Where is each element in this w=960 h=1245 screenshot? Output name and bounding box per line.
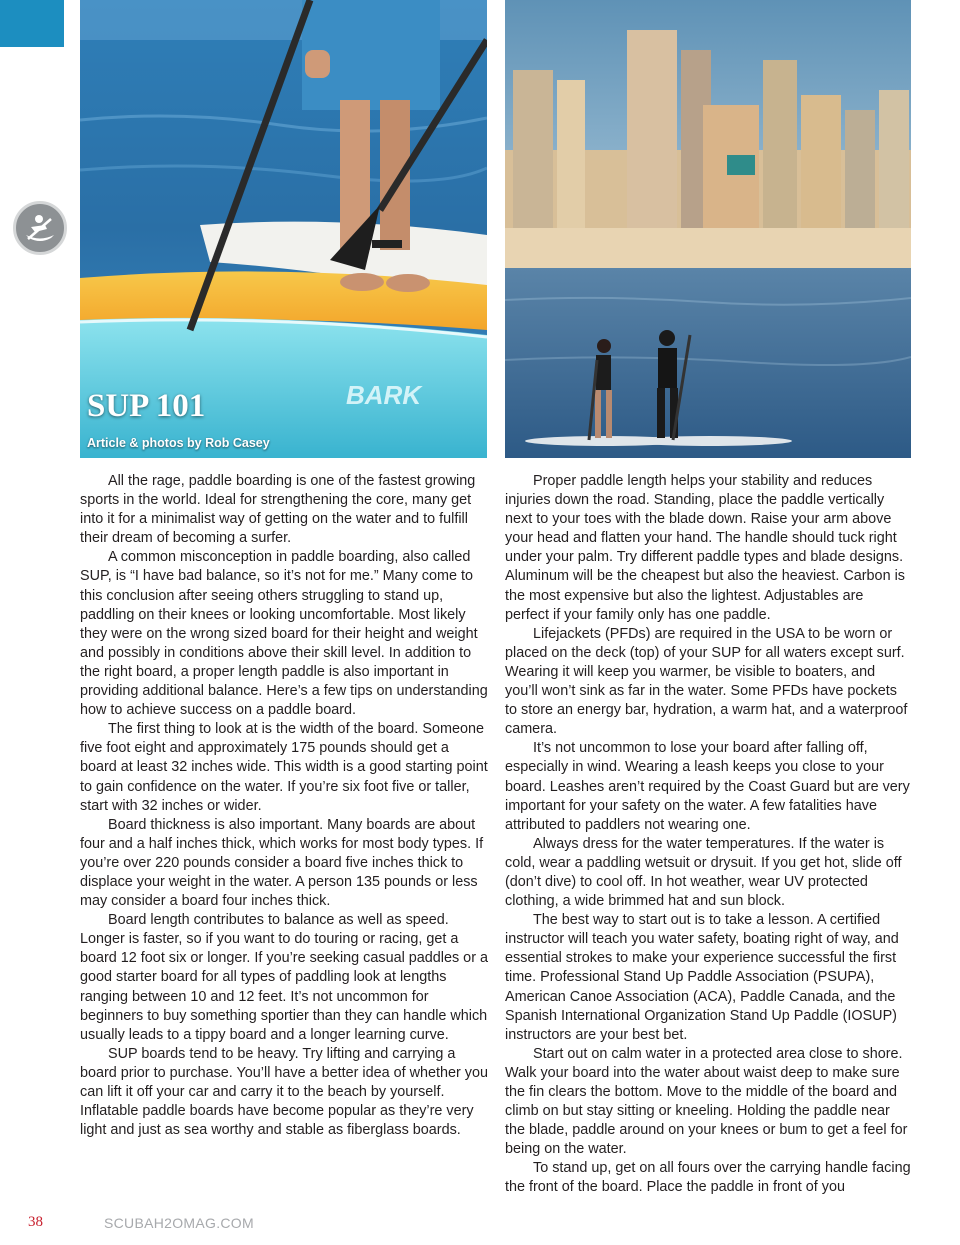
article-column-right	[505, 472, 911, 1198]
body-paragraph: It’s not uncommon to lose your board after falling off, especially in wind. Wearing a leash keeps you close to your board. Leashes aren’t required by the Coast Guard but are very important for your safety on the water. A few fatalities have attributed to paddlers not wearing one.	[505, 740, 910, 833]
paddler-icon	[13, 201, 67, 255]
article-byline: Article & photos by Rob Casey	[87, 436, 270, 450]
body-paragraph: Board thickness is also important. Many boards are about four and a half inches thick, which works for most body types. If you’re over 220 pounds consider a board five inches thick to displace your weight in the water. A person 135 pounds or less may consider a board four inches thick.	[80, 816, 484, 910]
body-paragraph: Board length contributes to balance as well as speed. Longer is faster, so if you want to do touring or racing, get a board 12 foot six or longer. If you’re seeking casual paddles or a good starter board for all types of paddling look at lengths ranging between 10 and 12 feet. It’s not uncommon for beginners to buy something sportier than they can handle which usually leads to a tippy board and a longer learning curve.	[80, 912, 488, 1043]
body-paragraph: A common misconception in paddle boarding, also called SUP, is “I have bad balance, so it’s not for me.” Many come to this conclusion after seeing others struggling to stand up, paddling on their knees or looking uncomfortable. Most likely they were on the wrong sized board for their height and weight and possibly in conditions above their skill level. In addition to the right board, a proper length paddle is also important in providing additional balance. Here’s a few tips on understanding how to achieve success on a paddle board.	[80, 549, 488, 719]
body-paragraph: All the rage, paddle boarding is one of the fastest growing sports in the world. Ideal for strengthening the core, many get into it for a minimalist way of getting on the water and to fulfill their dream of becoming a surfer.	[80, 473, 476, 547]
body-paragraph: Start out on calm water in a protected area close to shore. Walk your board into the water about waist deep to make sure the fin clears the bottom. Move to the middle of the board and climb on but stay sitting or kneeling. Holding the paddle near the blade, paddle around on your knees or bum to get a feel for being on the water.	[505, 1045, 908, 1158]
article-column-left	[80, 472, 488, 1140]
body-paragraph: SUP boards tend to be heavy. Try lifting and carrying a board prior to purchase. You’ll have a better idea of whether you can lift it off your car and carry it to the beach by yourself. Inflatable paddle boards have become popular as they’re very light and just as sea worthy and stable as fiberglass boards.	[80, 1045, 489, 1139]
section-color-tab	[0, 0, 64, 47]
body-paragraph: Always dress for the water temperatures. If the water is cold, wear a paddling wetsuit or drysuit. If you get hot, slide off (don’t dive) to cool off. In hot weather, wear UV protected clothing, a wide brimmed hat and sun block.	[505, 835, 902, 910]
body-paragraph: The first thing to look at is the width of the board. Someone five foot eight and approximately 175 pounds should get a board at least 32 inches wide. This width is a good starting point to gain confidence on the water. If you’re six foot five or taller, start with 32 inches or wider.	[80, 721, 488, 814]
body-paragraph: Lifejackets (PFDs) are required in the USA to be worn or placed on the deck (top) of your SUP for all waters except surf. Wearing it will keep you warmer, be visible to boaters, and you’ll won’t sink as far in the water. Some PFDs have pockets to store an energy bar, hydration, a warm hat, and a waterproof camera.	[505, 625, 908, 738]
body-paragraph: The best way to start out is to take a lesson. A certified instructor will teach you water safety, boating right of way, and essential strokes to make your experience successful the first time. Professional Stand Up Paddle Association (PSUPA), American Canoe Association (ACA), Paddle Canada, and the Spanish International Organization Stand Up Paddle (IOSUP) instructors are your best bet.	[505, 912, 899, 1043]
footer-site-url: SCUBAH2OMAG.COM	[104, 1215, 254, 1231]
page-number: 38	[28, 1214, 43, 1230]
photo-city-skyline-paddlers	[505, 0, 911, 458]
body-paragraph: To stand up, get on all fours over the carrying handle facing the front of the board. Place the paddle in front of you	[505, 1160, 911, 1196]
board-brand-logo: BARK	[346, 380, 422, 410]
article-title: SUP 101	[87, 388, 206, 424]
body-paragraph: Proper paddle length helps your stability and reduces injuries down the road. Standing, place the paddle vertically next to your toes with the blade down. Raise your arm above your head and flatten your hand. The handle should tuck right under your palm. Try different paddle types and blade designs. Aluminum will be the cheapest but also the heaviest. Carbon is the most expensive but also the lightest. Adjustables are perfect if your family only has one paddle.	[505, 473, 905, 623]
